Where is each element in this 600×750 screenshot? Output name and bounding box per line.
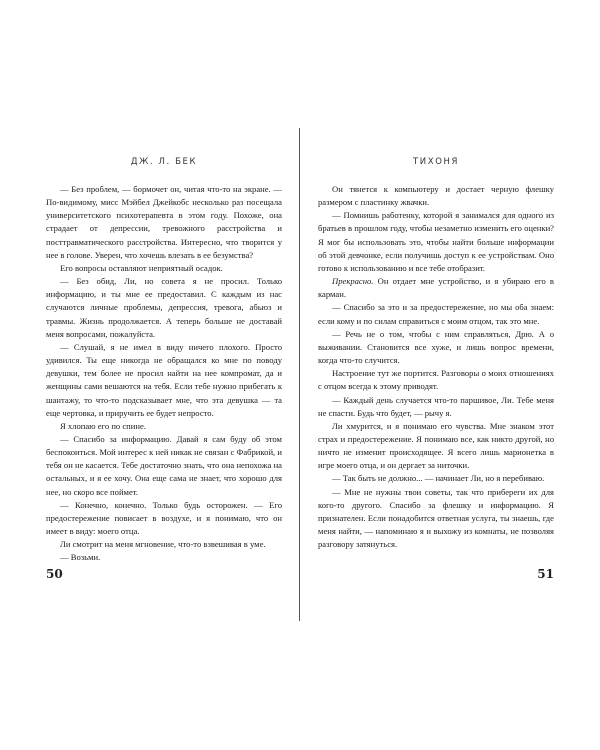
paragraph: — Возьми. [60, 552, 101, 563]
page-number-left: 50 [46, 567, 63, 581]
paragraph: — Без проблем, — бормочет он, читая что-то на экране. — По-видимому, мисс Мэйбел Джейкобс несколько раз посещала университетского психотерапевта в этом году. Похоже, она страдает от депрессии, тревожного расстройства и посттравматического расстройства. Интересно, что творится у нее в голове. Уверен, что хочешь влезать в ее безумства? [46, 184, 282, 260]
running-head-title: ТИХОНЯ [413, 157, 459, 167]
left-page-body [46, 183, 282, 565]
page-number-right: 51 [537, 567, 554, 581]
paragraph: Я хлопаю его по спине. [60, 420, 146, 431]
paragraph: — Каждый день случается что-то паршивое, Ли. Тебе меня не спасти. Будь что будет, — рычу я. [318, 394, 554, 418]
paragraph: Настроение тут же портится. Разговоры о моих отношениях с отцом всегда к этому приводят. [318, 368, 554, 392]
paragraph: — Конечно, конечно. Только будь осторожен. — Его предостережение повисает в воздухе, и я понимаю, что он имеет в виду: моего отца. [46, 499, 282, 537]
paragraph: Ли хмурится, и я понимаю его чувства. Мне знаком этот страх и предостережение. Я понимаю все, как никто другой, но ничто не изменит происходящее. Я всего лишь марионетка в игре моего отца, и он дергает за ниточки. [318, 420, 554, 471]
paragraph: — Речь не о том, чтобы с ним справляться, Дрю. А о выживании. Становится все хуже, и лишь вопрос времени, когда что-то случится. [318, 328, 554, 366]
paragraph: Ли смотрит на меня мгновение, что-то взвешивая в уме. [60, 539, 266, 550]
right-page-body [318, 183, 554, 551]
paragraph: Прекрасно. Он отдает мне устройство, и я убираю его в карман. [318, 276, 554, 300]
paragraph: — Спасибо за информацию. Давай я сам буду об этом беспокоиться. Мой интерес к ней никак не связан с Фабрикой, и тебя он не касается. Тебе достаточно знать, что она непохожа на остальных, и я ее хочу. Она еще сама не знает, что хорошо для нее, но скоро все поймет. [46, 433, 282, 497]
paragraph: — Мне не нужны твои советы, так что прибереги их для кого-то другого. Спасибо за флешку и информацию. Я признателен. Если понадобится ответная услуга, ты знаешь, где меня найти, — напоминаю я и выхожу из комнаты, не позволяя разговору затянуться. [318, 486, 554, 550]
paragraph: — Спасибо за это и за предостережение, но мы оба знаем: если кому и по силам справиться с моим отцом, так это мне. [318, 302, 554, 326]
paragraph: — Помнишь работенку, которой я занимался для одного из братьев в прошлом году, чтобы незаметно изменить его оценки? Я мог бы использовать это, чтобы найти больше информации об этой девчонке, если получишь доступ к ее устройствам. Оно готово к использованию и все тебе отобразит. [318, 210, 554, 273]
running-head-author: ДЖ. Л. БЕК [130, 157, 198, 167]
italic-word: Прекрасно. [332, 276, 374, 287]
paragraph: Его вопросы оставляют неприятный осадок. [60, 262, 223, 273]
paragraph: — Слушай, я не имел в виду ничего плохого. Просто удивился. Ты еще никогда не обращался ко мне по поводу девушки, тем более не просил найти на нее компромат, да и женщины сами вешаются на тебя. Если тебе нужно прибегать к шантажу, то что-то подсказывает мне, что эта девушка — та еще чертовка, и приручить ее будет непросто. [46, 341, 282, 418]
paragraph: — Без обид, Ли, но совета я не просил. Только информацию, и ты мне ее предоставил. С каждым из нас случаются личные проблемы, депрессия, тревога, абьюз и травмы. Жизнь продолжается. А теперь больше не доставай меня вопросами, пожалуйста. [46, 276, 282, 339]
paragraph: — Так быть не должно... — начинает Ли, но я перебиваю. [332, 473, 545, 484]
gutter-divider [299, 128, 300, 621]
paragraph: Он тянется к компьютеру и достает черную флешку размером с пластинку жвачки. [318, 184, 554, 208]
